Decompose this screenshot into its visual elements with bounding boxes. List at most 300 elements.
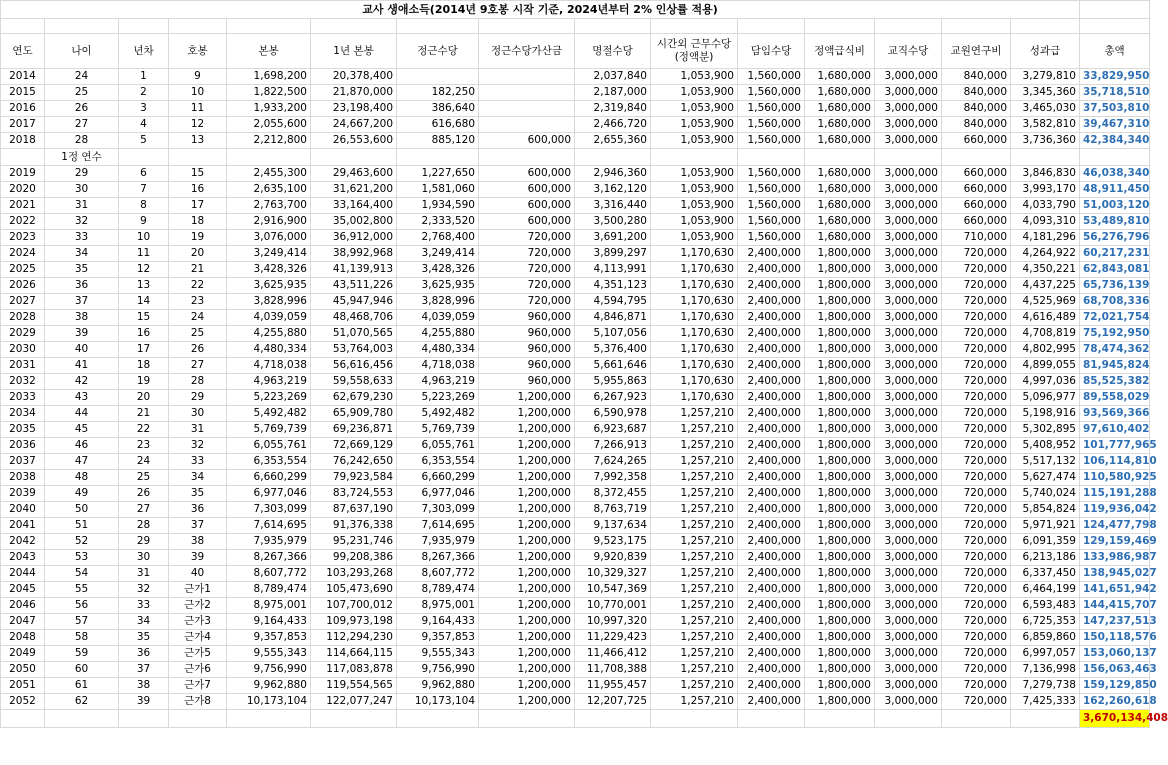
meal-allowance-cell[interactable]: 1,800,000 (805, 358, 875, 374)
base-pay-cell[interactable]: 1,822,500 (227, 85, 311, 101)
performance-bonus-cell[interactable]: 4,181,296 (1011, 230, 1080, 246)
meal-allowance-cell[interactable]: 1,680,000 (805, 117, 875, 133)
homeroom-allowance-cell[interactable]: 2,400,000 (738, 454, 805, 470)
research-allowance-cell[interactable]: 720,000 (942, 406, 1011, 422)
annual-base-pay-cell[interactable]: 33,164,400 (311, 198, 397, 214)
empty-cell[interactable] (942, 19, 1011, 34)
empty-cell[interactable] (1, 19, 45, 34)
note-cell[interactable]: 1정 연수 (45, 149, 119, 166)
base-pay-cell[interactable]: 9,555,343 (227, 646, 311, 662)
empty-cell[interactable] (1080, 1, 1150, 19)
research-allowance-cell[interactable]: 660,000 (942, 214, 1011, 230)
total-cell[interactable]: 75,192,950 (1080, 326, 1150, 342)
year-cell[interactable]: 2039 (1, 486, 45, 502)
longevity-bonus-cell[interactable]: 1,200,000 (479, 550, 575, 566)
base-pay-cell[interactable]: 2,763,700 (227, 198, 311, 214)
empty-cell[interactable] (119, 149, 169, 166)
empty-cell[interactable] (875, 19, 942, 34)
meal-allowance-cell[interactable]: 1,800,000 (805, 262, 875, 278)
holiday-allowance-cell[interactable]: 4,846,871 (575, 310, 651, 326)
base-pay-cell[interactable]: 6,055,761 (227, 438, 311, 454)
age-cell[interactable]: 25 (45, 85, 119, 101)
annual-base-pay-cell[interactable]: 38,992,968 (311, 246, 397, 262)
meal-allowance-cell[interactable]: 1,680,000 (805, 198, 875, 214)
empty-cell[interactable] (397, 710, 479, 728)
meal-allowance-cell[interactable]: 1,800,000 (805, 502, 875, 518)
step-cell[interactable]: 13 (169, 133, 227, 149)
holiday-allowance-cell[interactable]: 7,266,913 (575, 438, 651, 454)
performance-bonus-cell[interactable]: 4,616,489 (1011, 310, 1080, 326)
research-allowance-cell[interactable]: 720,000 (942, 454, 1011, 470)
homeroom-allowance-cell[interactable]: 2,400,000 (738, 294, 805, 310)
age-cell[interactable]: 24 (45, 69, 119, 85)
years-served-cell[interactable]: 4 (119, 117, 169, 133)
longevity-allowance-cell[interactable]: 3,828,996 (397, 294, 479, 310)
longevity-bonus-cell[interactable]: 960,000 (479, 358, 575, 374)
total-cell[interactable]: 129,159,469 (1080, 534, 1150, 550)
age-cell[interactable]: 51 (45, 518, 119, 534)
annual-base-pay-cell[interactable]: 65,909,780 (311, 406, 397, 422)
empty-cell[interactable] (651, 710, 738, 728)
holiday-allowance-cell[interactable]: 11,955,457 (575, 678, 651, 694)
teaching-allowance-cell[interactable]: 3,000,000 (875, 262, 942, 278)
performance-bonus-cell[interactable]: 7,136,998 (1011, 662, 1080, 678)
annual-base-pay-cell[interactable]: 105,473,690 (311, 582, 397, 598)
holiday-allowance-cell[interactable]: 10,547,369 (575, 582, 651, 598)
performance-bonus-cell[interactable]: 3,582,810 (1011, 117, 1080, 133)
research-allowance-cell[interactable]: 720,000 (942, 582, 1011, 598)
performance-bonus-cell[interactable]: 4,350,221 (1011, 262, 1080, 278)
longevity-bonus-cell[interactable]: 600,000 (479, 166, 575, 182)
longevity-allowance-cell[interactable]: 6,353,554 (397, 454, 479, 470)
step-cell[interactable]: 28 (169, 374, 227, 390)
holiday-allowance-cell[interactable]: 9,137,634 (575, 518, 651, 534)
teaching-allowance-cell[interactable]: 3,000,000 (875, 198, 942, 214)
years-served-cell[interactable]: 28 (119, 518, 169, 534)
homeroom-allowance-cell[interactable]: 2,400,000 (738, 534, 805, 550)
teaching-allowance-cell[interactable]: 3,000,000 (875, 534, 942, 550)
header-year[interactable]: 연도 (1, 34, 45, 69)
year-cell[interactable]: 2033 (1, 390, 45, 406)
empty-cell[interactable] (227, 149, 311, 166)
research-allowance-cell[interactable]: 720,000 (942, 358, 1011, 374)
longevity-allowance-cell[interactable]: 9,962,880 (397, 678, 479, 694)
longevity-bonus-cell[interactable]: 1,200,000 (479, 534, 575, 550)
overtime-allowance-cell[interactable]: 1,257,210 (651, 582, 738, 598)
years-served-cell[interactable]: 30 (119, 550, 169, 566)
homeroom-allowance-cell[interactable]: 1,560,000 (738, 182, 805, 198)
longevity-bonus-cell[interactable]: 1,200,000 (479, 422, 575, 438)
teaching-allowance-cell[interactable]: 3,000,000 (875, 374, 942, 390)
year-cell[interactable]: 2023 (1, 230, 45, 246)
meal-allowance-cell[interactable]: 1,800,000 (805, 646, 875, 662)
year-cell[interactable]: 2035 (1, 422, 45, 438)
meal-allowance-cell[interactable]: 1,800,000 (805, 614, 875, 630)
annual-base-pay-cell[interactable]: 26,553,600 (311, 133, 397, 149)
overtime-allowance-cell[interactable]: 1,053,900 (651, 182, 738, 198)
performance-bonus-cell[interactable]: 6,593,483 (1011, 598, 1080, 614)
header-homeroom-allowance[interactable]: 담임수당 (738, 34, 805, 69)
longevity-allowance-cell[interactable]: 3,249,414 (397, 246, 479, 262)
teaching-allowance-cell[interactable]: 3,000,000 (875, 566, 942, 582)
age-cell[interactable]: 26 (45, 101, 119, 117)
empty-cell[interactable] (45, 710, 119, 728)
homeroom-allowance-cell[interactable]: 2,400,000 (738, 550, 805, 566)
longevity-allowance-cell[interactable]: 4,718,038 (397, 358, 479, 374)
longevity-allowance-cell[interactable] (397, 69, 479, 85)
total-cell[interactable]: 68,708,336 (1080, 294, 1150, 310)
overtime-allowance-cell[interactable]: 1,170,630 (651, 278, 738, 294)
total-cell[interactable]: 72,021,754 (1080, 310, 1150, 326)
annual-base-pay-cell[interactable]: 95,231,746 (311, 534, 397, 550)
empty-cell[interactable] (169, 149, 227, 166)
year-cell[interactable]: 2047 (1, 614, 45, 630)
header-meal-allowance[interactable]: 정액급식비 (805, 34, 875, 69)
homeroom-allowance-cell[interactable]: 2,400,000 (738, 326, 805, 342)
meal-allowance-cell[interactable]: 1,800,000 (805, 598, 875, 614)
step-cell[interactable]: 36 (169, 502, 227, 518)
performance-bonus-cell[interactable]: 3,993,170 (1011, 182, 1080, 198)
step-cell[interactable]: 17 (169, 198, 227, 214)
step-cell[interactable]: 24 (169, 310, 227, 326)
longevity-bonus-cell[interactable]: 720,000 (479, 278, 575, 294)
year-cell[interactable]: 2050 (1, 662, 45, 678)
age-cell[interactable]: 28 (45, 133, 119, 149)
year-cell[interactable]: 2052 (1, 694, 45, 710)
year-cell[interactable]: 2019 (1, 166, 45, 182)
total-cell[interactable]: 147,237,513 (1080, 614, 1150, 630)
empty-cell[interactable] (311, 19, 397, 34)
meal-allowance-cell[interactable]: 1,680,000 (805, 166, 875, 182)
teaching-allowance-cell[interactable]: 3,000,000 (875, 101, 942, 117)
homeroom-allowance-cell[interactable]: 1,560,000 (738, 69, 805, 85)
teaching-allowance-cell[interactable]: 3,000,000 (875, 133, 942, 149)
base-pay-cell[interactable]: 2,212,800 (227, 133, 311, 149)
homeroom-allowance-cell[interactable]: 2,400,000 (738, 342, 805, 358)
holiday-allowance-cell[interactable]: 10,329,327 (575, 566, 651, 582)
step-cell[interactable]: 15 (169, 166, 227, 182)
total-cell[interactable]: 119,936,042 (1080, 502, 1150, 518)
homeroom-allowance-cell[interactable]: 2,400,000 (738, 662, 805, 678)
years-served-cell[interactable]: 34 (119, 614, 169, 630)
base-pay-cell[interactable]: 4,480,334 (227, 342, 311, 358)
annual-base-pay-cell[interactable]: 103,293,268 (311, 566, 397, 582)
header-longevity-allowance[interactable]: 정근수당 (397, 34, 479, 69)
grand-total-cell[interactable]: 3,670,134,408 (1080, 710, 1150, 728)
overtime-allowance-cell[interactable]: 1,170,630 (651, 374, 738, 390)
year-cell[interactable]: 2048 (1, 630, 45, 646)
step-cell[interactable]: 근가1 (169, 582, 227, 598)
meal-allowance-cell[interactable]: 1,800,000 (805, 566, 875, 582)
years-served-cell[interactable]: 11 (119, 246, 169, 262)
years-served-cell[interactable]: 23 (119, 438, 169, 454)
meal-allowance-cell[interactable]: 1,800,000 (805, 694, 875, 710)
holiday-allowance-cell[interactable]: 5,376,400 (575, 342, 651, 358)
base-pay-cell[interactable]: 1,933,200 (227, 101, 311, 117)
year-cell[interactable]: 2044 (1, 566, 45, 582)
holiday-allowance-cell[interactable]: 5,661,646 (575, 358, 651, 374)
longevity-bonus-cell[interactable]: 1,200,000 (479, 582, 575, 598)
overtime-allowance-cell[interactable]: 1,170,630 (651, 310, 738, 326)
holiday-allowance-cell[interactable]: 3,691,200 (575, 230, 651, 246)
meal-allowance-cell[interactable]: 1,800,000 (805, 390, 875, 406)
homeroom-allowance-cell[interactable]: 2,400,000 (738, 518, 805, 534)
age-cell[interactable]: 57 (45, 614, 119, 630)
longevity-allowance-cell[interactable]: 616,680 (397, 117, 479, 133)
research-allowance-cell[interactable]: 720,000 (942, 566, 1011, 582)
teaching-allowance-cell[interactable]: 3,000,000 (875, 422, 942, 438)
base-pay-cell[interactable]: 2,916,900 (227, 214, 311, 230)
research-allowance-cell[interactable]: 720,000 (942, 326, 1011, 342)
homeroom-allowance-cell[interactable]: 2,400,000 (738, 486, 805, 502)
years-served-cell[interactable]: 25 (119, 470, 169, 486)
age-cell[interactable]: 62 (45, 694, 119, 710)
longevity-allowance-cell[interactable]: 8,607,772 (397, 566, 479, 582)
research-allowance-cell[interactable]: 660,000 (942, 182, 1011, 198)
years-served-cell[interactable]: 38 (119, 678, 169, 694)
step-cell[interactable]: 40 (169, 566, 227, 582)
research-allowance-cell[interactable]: 720,000 (942, 614, 1011, 630)
step-cell[interactable]: 근가7 (169, 678, 227, 694)
years-served-cell[interactable]: 6 (119, 166, 169, 182)
longevity-bonus-cell[interactable]: 1,200,000 (479, 678, 575, 694)
empty-cell[interactable] (311, 149, 397, 166)
base-pay-cell[interactable]: 8,267,366 (227, 550, 311, 566)
header-age[interactable]: 나이 (45, 34, 119, 69)
research-allowance-cell[interactable]: 720,000 (942, 470, 1011, 486)
age-cell[interactable]: 60 (45, 662, 119, 678)
research-allowance-cell[interactable]: 660,000 (942, 198, 1011, 214)
longevity-bonus-cell[interactable]: 720,000 (479, 246, 575, 262)
empty-cell[interactable] (651, 19, 738, 34)
longevity-allowance-cell[interactable]: 5,223,269 (397, 390, 479, 406)
overtime-allowance-cell[interactable]: 1,257,210 (651, 486, 738, 502)
empty-cell[interactable] (805, 19, 875, 34)
research-allowance-cell[interactable]: 720,000 (942, 438, 1011, 454)
homeroom-allowance-cell[interactable]: 2,400,000 (738, 566, 805, 582)
teaching-allowance-cell[interactable]: 3,000,000 (875, 246, 942, 262)
age-cell[interactable]: 52 (45, 534, 119, 550)
meal-allowance-cell[interactable]: 1,800,000 (805, 310, 875, 326)
holiday-allowance-cell[interactable]: 4,351,123 (575, 278, 651, 294)
base-pay-cell[interactable]: 6,977,046 (227, 486, 311, 502)
empty-cell[interactable] (169, 19, 227, 34)
step-cell[interactable]: 20 (169, 246, 227, 262)
year-cell[interactable]: 2037 (1, 454, 45, 470)
total-cell[interactable]: 56,276,796 (1080, 230, 1150, 246)
empty-cell[interactable] (805, 149, 875, 166)
longevity-allowance-cell[interactable]: 1,581,060 (397, 182, 479, 198)
meal-allowance-cell[interactable]: 1,680,000 (805, 69, 875, 85)
longevity-allowance-cell[interactable]: 6,055,761 (397, 438, 479, 454)
step-cell[interactable]: 22 (169, 278, 227, 294)
annual-base-pay-cell[interactable]: 107,700,012 (311, 598, 397, 614)
teaching-allowance-cell[interactable]: 3,000,000 (875, 326, 942, 342)
teaching-allowance-cell[interactable]: 3,000,000 (875, 598, 942, 614)
header-years-served[interactable]: 년차 (119, 34, 169, 69)
years-served-cell[interactable]: 29 (119, 534, 169, 550)
homeroom-allowance-cell[interactable]: 2,400,000 (738, 310, 805, 326)
annual-base-pay-cell[interactable]: 62,679,230 (311, 390, 397, 406)
teaching-allowance-cell[interactable]: 3,000,000 (875, 614, 942, 630)
holiday-allowance-cell[interactable]: 2,466,720 (575, 117, 651, 133)
empty-cell[interactable] (1011, 149, 1080, 166)
overtime-allowance-cell[interactable]: 1,170,630 (651, 390, 738, 406)
step-cell[interactable]: 근가3 (169, 614, 227, 630)
homeroom-allowance-cell[interactable]: 2,400,000 (738, 438, 805, 454)
longevity-allowance-cell[interactable]: 8,789,474 (397, 582, 479, 598)
empty-cell[interactable] (479, 149, 575, 166)
performance-bonus-cell[interactable]: 6,213,186 (1011, 550, 1080, 566)
research-allowance-cell[interactable]: 720,000 (942, 630, 1011, 646)
step-cell[interactable]: 근가2 (169, 598, 227, 614)
total-cell[interactable]: 46,038,340 (1080, 166, 1150, 182)
teaching-allowance-cell[interactable]: 3,000,000 (875, 470, 942, 486)
research-allowance-cell[interactable]: 840,000 (942, 85, 1011, 101)
longevity-allowance-cell[interactable]: 4,480,334 (397, 342, 479, 358)
age-cell[interactable]: 40 (45, 342, 119, 358)
longevity-allowance-cell[interactable]: 2,768,400 (397, 230, 479, 246)
total-cell[interactable]: 150,118,576 (1080, 630, 1150, 646)
performance-bonus-cell[interactable]: 5,198,916 (1011, 406, 1080, 422)
teaching-allowance-cell[interactable]: 3,000,000 (875, 230, 942, 246)
year-cell[interactable]: 2028 (1, 310, 45, 326)
longevity-allowance-cell[interactable]: 6,660,299 (397, 470, 479, 486)
year-cell[interactable]: 2017 (1, 117, 45, 133)
research-allowance-cell[interactable]: 840,000 (942, 101, 1011, 117)
holiday-allowance-cell[interactable]: 5,955,863 (575, 374, 651, 390)
header-step[interactable]: 호봉 (169, 34, 227, 69)
longevity-bonus-cell[interactable]: 1,200,000 (479, 598, 575, 614)
total-cell[interactable]: 81,945,824 (1080, 358, 1150, 374)
holiday-allowance-cell[interactable]: 11,466,412 (575, 646, 651, 662)
longevity-allowance-cell[interactable]: 386,640 (397, 101, 479, 117)
meal-allowance-cell[interactable]: 1,800,000 (805, 374, 875, 390)
research-allowance-cell[interactable]: 720,000 (942, 310, 1011, 326)
longevity-bonus-cell[interactable]: 720,000 (479, 294, 575, 310)
age-cell[interactable]: 32 (45, 214, 119, 230)
years-served-cell[interactable]: 26 (119, 486, 169, 502)
overtime-allowance-cell[interactable]: 1,257,210 (651, 566, 738, 582)
annual-base-pay-cell[interactable]: 122,077,247 (311, 694, 397, 710)
holiday-allowance-cell[interactable]: 7,624,265 (575, 454, 651, 470)
teaching-allowance-cell[interactable]: 3,000,000 (875, 390, 942, 406)
holiday-allowance-cell[interactable]: 2,187,000 (575, 85, 651, 101)
base-pay-cell[interactable]: 6,353,554 (227, 454, 311, 470)
annual-base-pay-cell[interactable]: 69,236,871 (311, 422, 397, 438)
age-cell[interactable]: 36 (45, 278, 119, 294)
performance-bonus-cell[interactable]: 7,425,333 (1011, 694, 1080, 710)
overtime-allowance-cell[interactable]: 1,257,210 (651, 646, 738, 662)
overtime-allowance-cell[interactable]: 1,170,630 (651, 246, 738, 262)
age-cell[interactable]: 50 (45, 502, 119, 518)
base-pay-cell[interactable]: 10,173,104 (227, 694, 311, 710)
age-cell[interactable]: 49 (45, 486, 119, 502)
annual-base-pay-cell[interactable]: 119,554,565 (311, 678, 397, 694)
overtime-allowance-cell[interactable]: 1,170,630 (651, 342, 738, 358)
performance-bonus-cell[interactable]: 5,096,977 (1011, 390, 1080, 406)
longevity-bonus-cell[interactable]: 600,000 (479, 182, 575, 198)
teaching-allowance-cell[interactable]: 3,000,000 (875, 69, 942, 85)
longevity-bonus-cell[interactable]: 960,000 (479, 342, 575, 358)
total-cell[interactable]: 133,986,987 (1080, 550, 1150, 566)
base-pay-cell[interactable]: 4,039,059 (227, 310, 311, 326)
holiday-allowance-cell[interactable]: 3,162,120 (575, 182, 651, 198)
step-cell[interactable]: 33 (169, 454, 227, 470)
holiday-allowance-cell[interactable]: 2,946,360 (575, 166, 651, 182)
age-cell[interactable]: 27 (45, 117, 119, 133)
base-pay-cell[interactable]: 1,698,200 (227, 69, 311, 85)
performance-bonus-cell[interactable]: 4,093,310 (1011, 214, 1080, 230)
total-cell[interactable]: 144,415,707 (1080, 598, 1150, 614)
research-allowance-cell[interactable]: 720,000 (942, 374, 1011, 390)
step-cell[interactable]: 11 (169, 101, 227, 117)
header-longevity-bonus[interactable]: 정근수당가산금 (479, 34, 575, 69)
overtime-allowance-cell[interactable]: 1,257,210 (651, 614, 738, 630)
age-cell[interactable]: 34 (45, 246, 119, 262)
years-served-cell[interactable]: 19 (119, 374, 169, 390)
total-cell[interactable]: 53,489,810 (1080, 214, 1150, 230)
year-cell[interactable]: 2031 (1, 358, 45, 374)
total-cell[interactable]: 162,260,618 (1080, 694, 1150, 710)
holiday-allowance-cell[interactable]: 2,655,360 (575, 133, 651, 149)
annual-base-pay-cell[interactable]: 79,923,584 (311, 470, 397, 486)
step-cell[interactable]: 근가6 (169, 662, 227, 678)
holiday-allowance-cell[interactable]: 11,708,388 (575, 662, 651, 678)
years-served-cell[interactable]: 32 (119, 582, 169, 598)
age-cell[interactable]: 39 (45, 326, 119, 342)
base-pay-cell[interactable]: 4,255,880 (227, 326, 311, 342)
total-cell[interactable]: 138,945,027 (1080, 566, 1150, 582)
teaching-allowance-cell[interactable]: 3,000,000 (875, 518, 942, 534)
teaching-allowance-cell[interactable]: 3,000,000 (875, 678, 942, 694)
performance-bonus-cell[interactable]: 4,708,819 (1011, 326, 1080, 342)
longevity-allowance-cell[interactable]: 9,756,990 (397, 662, 479, 678)
annual-base-pay-cell[interactable]: 114,664,115 (311, 646, 397, 662)
year-cell[interactable]: 2027 (1, 294, 45, 310)
homeroom-allowance-cell[interactable]: 2,400,000 (738, 422, 805, 438)
longevity-allowance-cell[interactable]: 4,963,219 (397, 374, 479, 390)
age-cell[interactable]: 33 (45, 230, 119, 246)
longevity-bonus-cell[interactable] (479, 69, 575, 85)
homeroom-allowance-cell[interactable]: 2,400,000 (738, 502, 805, 518)
empty-cell[interactable] (397, 19, 479, 34)
overtime-allowance-cell[interactable]: 1,170,630 (651, 326, 738, 342)
longevity-allowance-cell[interactable]: 9,357,853 (397, 630, 479, 646)
longevity-bonus-cell[interactable]: 600,000 (479, 198, 575, 214)
overtime-allowance-cell[interactable]: 1,257,210 (651, 422, 738, 438)
teaching-allowance-cell[interactable]: 3,000,000 (875, 182, 942, 198)
year-cell[interactable]: 2032 (1, 374, 45, 390)
performance-bonus-cell[interactable]: 5,740,024 (1011, 486, 1080, 502)
overtime-allowance-cell[interactable]: 1,257,210 (651, 694, 738, 710)
meal-allowance-cell[interactable]: 1,800,000 (805, 294, 875, 310)
teaching-allowance-cell[interactable]: 3,000,000 (875, 278, 942, 294)
research-allowance-cell[interactable]: 720,000 (942, 678, 1011, 694)
performance-bonus-cell[interactable]: 7,279,738 (1011, 678, 1080, 694)
performance-bonus-cell[interactable]: 6,337,450 (1011, 566, 1080, 582)
annual-base-pay-cell[interactable]: 43,511,226 (311, 278, 397, 294)
base-pay-cell[interactable]: 4,718,038 (227, 358, 311, 374)
meal-allowance-cell[interactable]: 1,680,000 (805, 182, 875, 198)
base-pay-cell[interactable]: 3,428,326 (227, 262, 311, 278)
total-cell[interactable]: 124,477,798 (1080, 518, 1150, 534)
performance-bonus-cell[interactable]: 4,033,790 (1011, 198, 1080, 214)
years-served-cell[interactable]: 16 (119, 326, 169, 342)
overtime-allowance-cell[interactable]: 1,053,900 (651, 166, 738, 182)
longevity-bonus-cell[interactable]: 1,200,000 (479, 518, 575, 534)
research-allowance-cell[interactable]: 720,000 (942, 550, 1011, 566)
